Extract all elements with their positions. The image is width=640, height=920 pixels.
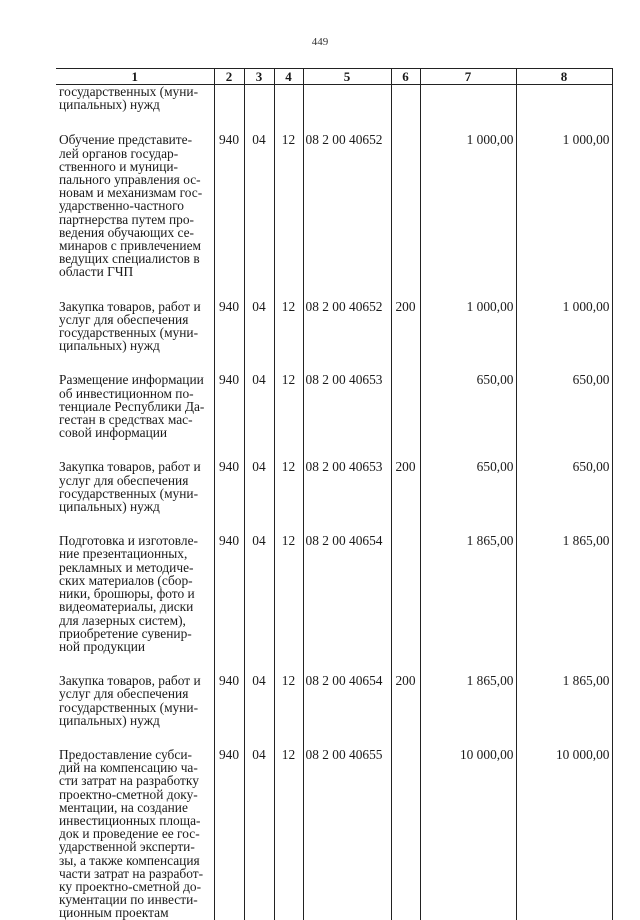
description-line: Обучение представите- (59, 132, 193, 148)
target-article-code: 08 2 00 40653 (303, 460, 391, 534)
description-line: зы, а также компенсация (59, 852, 200, 868)
ministry-code: 940 (214, 373, 244, 460)
amount-year-2: 650,00 (516, 460, 612, 534)
header-col-3: 3 (244, 69, 274, 85)
description-line: государственных (муни- (59, 485, 199, 501)
description-line: об инвестиционном по- (59, 385, 194, 401)
target-article-code: 08 2 00 40654 (303, 534, 391, 674)
description-line: Закупка товаров, работ и (59, 298, 201, 314)
description-line: партнерства путем про- (59, 211, 195, 227)
section-code: 04 (244, 460, 274, 534)
row-description (56, 674, 214, 748)
expense-type-code (391, 748, 420, 920)
header-col-8: 8 (516, 69, 612, 85)
table-row (56, 133, 612, 299)
table-row (56, 748, 612, 920)
amount-year-1: 10 000,00 (420, 748, 516, 920)
description-line: гестан в средствах мас- (59, 412, 193, 428)
description-line: ципальных) нужд (59, 97, 160, 113)
description-line: Подготовка и изготовле- (59, 533, 199, 549)
description-line: Предоставление субси- (59, 746, 192, 762)
section-code: 04 (244, 674, 274, 748)
description-line: лей органов государ- (59, 145, 179, 161)
description-line: услуг для обеспечения (59, 686, 189, 702)
header-row (56, 69, 612, 85)
row-description (56, 534, 214, 674)
description-line: ку проектно-сметной до- (59, 878, 202, 894)
amount-year-1: 1 000,00 (420, 133, 516, 299)
description-line: проектно-сметной доку- (59, 786, 198, 802)
row-description (56, 748, 214, 920)
table-row (56, 534, 612, 674)
amount-year-2: 650,00 (516, 373, 612, 460)
description-line: ципальных) нужд (59, 712, 160, 728)
description-line: услуг для обеспечения (59, 472, 189, 488)
table-row (56, 300, 612, 374)
expense-type-code (391, 133, 420, 299)
budget-table (56, 68, 613, 920)
header-col-7: 7 (420, 69, 516, 85)
row-description (56, 373, 214, 460)
description-line: ние презентационных, (59, 546, 188, 562)
description-line: новам и механизмам гос- (59, 185, 203, 201)
table-row (56, 460, 612, 534)
description-line: ственного и муници- (59, 158, 179, 174)
description-line: ударственной эксперти- (59, 839, 195, 855)
amount-year-1: 650,00 (420, 460, 516, 534)
expense-type-code (391, 534, 420, 674)
section-code: 04 (244, 373, 274, 460)
amount-year-1: 1 865,00 (420, 534, 516, 674)
amount-year-2: 10 000,00 (516, 748, 612, 920)
description-line: видеоматериалы, диски (59, 599, 194, 615)
description-line: ципальных) нужд (59, 338, 160, 354)
description-line: государственных (муни- (59, 325, 199, 341)
description-line: тенциале Республики Да- (59, 398, 205, 414)
subsection-code: 12 (274, 373, 303, 460)
expense-type-code: 200 (391, 460, 420, 534)
target-article-code: 08 2 00 40654 (303, 674, 391, 748)
description-line: услуг для обеспечения (59, 311, 189, 327)
ministry-code: 940 (214, 674, 244, 748)
description-line: ментации, на создание (59, 799, 188, 815)
description-line: государственных (муни- (59, 699, 199, 715)
description-line: совой информации (59, 425, 168, 441)
subsection-code: 12 (274, 300, 303, 374)
row-description (56, 133, 214, 299)
subsection-code: 12 (274, 460, 303, 534)
description-line: кументации по инвести- (59, 892, 198, 908)
description-line: приобретение сувенир- (59, 625, 192, 641)
description-line: для лазерных систем), (59, 612, 186, 628)
description-line: инвестиционных площа- (59, 812, 201, 828)
subsection-code: 12 (274, 748, 303, 920)
continuation-description (56, 85, 214, 134)
amount-year-2: 1 865,00 (516, 534, 612, 674)
page-number: 449 (311, 36, 329, 48)
expense-type-code (391, 373, 420, 460)
ministry-code: 940 (214, 133, 244, 299)
table-row (56, 674, 612, 748)
description-line: ной продукции (59, 638, 146, 654)
description-line: ударственно-частного (59, 198, 184, 214)
description-line: минаров с привлечением (59, 238, 201, 254)
description-line: государственных (муни- (59, 84, 199, 99)
target-article-code: 08 2 00 40653 (303, 373, 391, 460)
expense-type-code: 200 (391, 674, 420, 748)
section-code: 04 (244, 300, 274, 374)
amount-year-2: 1 000,00 (516, 133, 612, 299)
section-code: 04 (244, 534, 274, 674)
description-line: ведения обучающих се- (59, 224, 195, 240)
description-line: ских материалов (сбор- (59, 572, 193, 588)
description-line: сти затрат на разработку (59, 773, 199, 789)
continuation-row (56, 85, 612, 134)
header-col-5: 5 (303, 69, 391, 85)
description-line: Размещение информации (59, 372, 204, 388)
header-col-1: 1 (56, 69, 214, 85)
description-line: пального управления ос- (59, 172, 201, 188)
row-description (56, 300, 214, 374)
subsection-code: 12 (274, 674, 303, 748)
description-line: дий на компенсацию ча- (59, 760, 198, 776)
ministry-code: 940 (214, 300, 244, 374)
ministry-code: 940 (214, 534, 244, 674)
row-description (56, 460, 214, 534)
amount-year-1: 1 865,00 (420, 674, 516, 748)
description-line: части затрат на разработ- (59, 865, 204, 881)
table-row (56, 373, 612, 460)
table-header (56, 69, 612, 85)
description-line: области ГЧП (59, 264, 134, 280)
amount-year-2: 1 865,00 (516, 674, 612, 748)
target-article-code: 08 2 00 40652 (303, 133, 391, 299)
description-line: рекламных и методиче- (59, 559, 194, 575)
ministry-code: 940 (214, 460, 244, 534)
ministry-code: 940 (214, 748, 244, 920)
description-line: ционным проектам (59, 905, 169, 920)
description-line: док и проведение ее гос- (59, 826, 200, 842)
section-code: 04 (244, 748, 274, 920)
header-col-4: 4 (274, 69, 303, 85)
description-line: ведущих специалистов в (59, 251, 200, 267)
description-line: ники, брошюры, фото и (59, 586, 195, 602)
amount-year-1: 1 000,00 (420, 300, 516, 374)
expense-type-code: 200 (391, 300, 420, 374)
amount-year-2: 1 000,00 (516, 300, 612, 374)
subsection-code: 12 (274, 534, 303, 674)
header-col-6: 6 (391, 69, 420, 85)
header-col-2: 2 (214, 69, 244, 85)
target-article-code: 08 2 00 40652 (303, 300, 391, 374)
target-article-code: 08 2 00 40655 (303, 748, 391, 920)
description-line: Закупка товаров, работ и (59, 673, 201, 689)
description-line: Закупка товаров, работ и (59, 459, 201, 475)
subsection-code: 12 (274, 133, 303, 299)
description-line: ципальных) нужд (59, 499, 160, 515)
amount-year-1: 650,00 (420, 373, 516, 460)
section-code: 04 (244, 133, 274, 299)
table-body (56, 85, 612, 920)
